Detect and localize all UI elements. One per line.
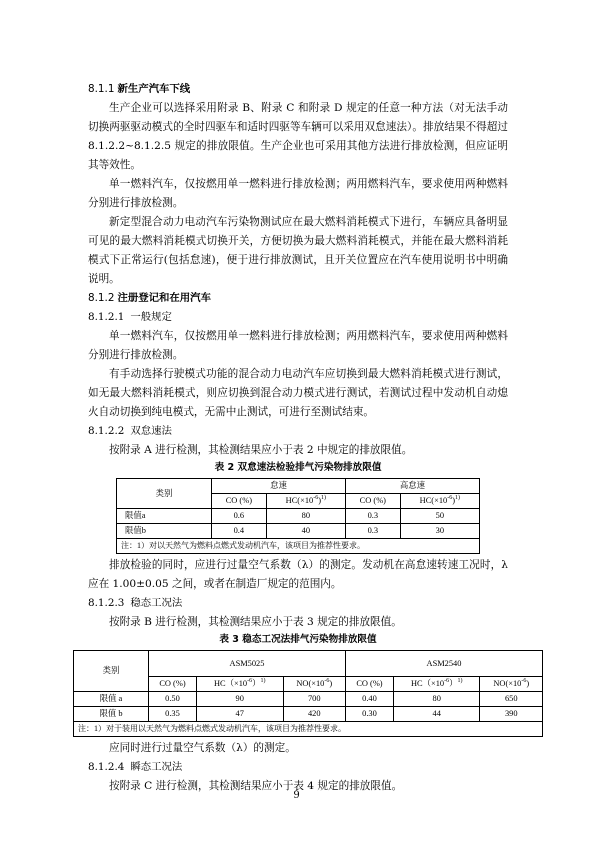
- table-row: [117, 524, 480, 539]
- subsection-title: 稳态工况法: [130, 597, 183, 609]
- header-text: HC(×10: [285, 496, 314, 505]
- table-header-no: [283, 677, 345, 692]
- table-header-co: CO (%): [345, 494, 400, 509]
- table-header-hc: [393, 677, 480, 692]
- table-cell: 0.40: [345, 692, 393, 707]
- exponent: -6: [313, 495, 319, 502]
- subsection-title: 双怠速法: [130, 425, 172, 437]
- footnote-mark: 1): [260, 678, 266, 685]
- exponent: -6: [247, 678, 253, 685]
- table-header-group: 怠速: [212, 479, 346, 494]
- subsection-number: 8.1.2.4: [88, 761, 125, 773]
- footnote-mark: 1): [455, 495, 460, 502]
- paragraph: 按附录 B 进行检测，其检测结果应小于表 3 规定的排放限值。: [109, 616, 402, 628]
- table-cell: 650: [480, 692, 543, 707]
- exponent: -6: [444, 678, 450, 685]
- exponent: -6: [324, 678, 330, 685]
- header-text: ): [329, 679, 333, 688]
- header-text: NO(×10: [296, 679, 325, 688]
- table-header-no: [480, 677, 543, 692]
- table-cell: 40: [266, 524, 345, 539]
- table-header-hc: [196, 677, 283, 692]
- table-3-caption: 表 3 稳态工况法排气污染物排放限值: [219, 634, 377, 645]
- table-header-group: ASM2540: [345, 651, 542, 677]
- section-title: 注册登记和在用汽车: [117, 292, 211, 304]
- subsection-number: 8.1.2.1: [88, 311, 125, 323]
- header-text: ）: [449, 679, 458, 688]
- subsection-title: 一般规定: [130, 311, 172, 323]
- table-cell: 0.50: [149, 692, 197, 707]
- table-header-group: 高怠速: [345, 479, 479, 494]
- table-cell: 90: [196, 692, 283, 707]
- subsection-heading-8-1-2-1: [88, 308, 508, 327]
- exponent: -6: [447, 495, 453, 502]
- page-content: [78, 80, 530, 796]
- subsection-heading-8-1-2-2: [88, 422, 508, 441]
- table-cell: 0.3: [345, 509, 400, 524]
- table-2-caption: 表 2 双怠速法检验排气污染物排放限值: [214, 462, 382, 473]
- exponent: -6: [521, 678, 527, 685]
- paragraph: 按附录 A 进行检测，其检测结果应小于表 2 中规定的排放限值。: [109, 444, 413, 456]
- header-text: ）: [252, 679, 261, 688]
- section-heading-8-1-2: [88, 289, 508, 308]
- header-text: ): [452, 496, 455, 505]
- table-cell: 44: [393, 707, 480, 722]
- table-cell: 0.3: [345, 524, 400, 539]
- table-cell: 80: [393, 692, 480, 707]
- footnote-mark: 1): [457, 678, 463, 685]
- paragraph: 排放检验的同时，应进行过量空气系数（λ）的测定。发动机在高怠速转速工况时，λ应在 1.00±0.05 之间，或者在制造厂规定的范围内。: [88, 559, 508, 590]
- subsection-heading-8-1-2-4: [88, 758, 508, 777]
- paragraph: 新定型混合动力电动汽车污染物测试应在最大燃料消耗模式下进行，车辆应具备明显可见的最大燃料消耗模式切换开关，方便切换为最大燃料消耗模式，并能在最大燃料消耗模式下正常运行(包括怠速)，便于进行排放测试，且开关位置应在汽车使用说明书中明确说明。: [88, 216, 508, 285]
- table-header-category: 类别: [117, 479, 212, 509]
- table-cell: 0.35: [149, 707, 197, 722]
- header-text: HC（×10: [213, 679, 248, 688]
- paragraph: 按附录 C 进行检测，其检测结果应小于表 4 规定的排放限值。: [109, 780, 403, 792]
- subsection-title: 瞬态工况法: [130, 761, 183, 773]
- table-cell: 47: [196, 707, 283, 722]
- header-text: ): [318, 496, 321, 505]
- table-note: 注：1）对于装用以天然气为燃料点燃式发动机汽车，该项目为推荐性要求。: [74, 722, 543, 737]
- table-cell: 0.30: [345, 707, 393, 722]
- table-header-hc: [266, 494, 345, 509]
- paragraph: 生产企业可以选择采用附录 B、附录 C 和附录 D 规定的任意一种方法（对无法手动切换两驱驱动模式的全时四驱车和适时四驱等车辆可以采用双怠速法）。排放结果不得超过 8.1.2.2~8.1.2.5 规定的排放限值。生产企业也可采用其他方法进行排放检测，但应证明其等效性。: [88, 102, 508, 171]
- table-cell: 30: [400, 524, 479, 539]
- table-header-co: CO (%): [212, 494, 267, 509]
- paragraph: 单一燃料汽车，仅按燃用单一燃料进行排放检测；两用燃料汽车，要求使用两种燃料分别进行排放检测。: [88, 330, 508, 361]
- section-heading-8-1-1: [88, 80, 508, 99]
- row-label: 限值a: [117, 509, 212, 524]
- table-header-category: 类别: [74, 651, 149, 692]
- table-header-hc: [400, 494, 479, 509]
- table-cell: 80: [266, 509, 345, 524]
- table-cell: 420: [283, 707, 345, 722]
- table-cell: 390: [480, 707, 543, 722]
- table-3: [73, 650, 543, 737]
- page-number: 9: [293, 790, 300, 801]
- section-number: 8.1.2: [88, 292, 115, 304]
- header-text: HC（×10: [410, 679, 445, 688]
- table-cell: 0.6: [212, 509, 267, 524]
- subsection-number: 8.1.2.2: [88, 425, 125, 437]
- subsection-number: 8.1.2.3: [88, 597, 125, 609]
- section-number: 8.1.1: [88, 83, 115, 95]
- table-header-co: CO (%): [345, 677, 393, 692]
- header-text: NO(×10: [493, 679, 522, 688]
- header-text: ): [526, 679, 530, 688]
- row-label: 限值 a: [74, 692, 149, 707]
- paragraph: 有手动选择行驶模式功能的混合动力电动汽车应切换到最大燃料消耗模式进行测试，如无最大燃料消耗模式，则应切换到混合动力模式进行测试，若测试过程中发动机自动熄火自动切换到纯电模式，无需中止测试，可进行至测试结束。: [88, 368, 508, 418]
- table-2: [116, 478, 480, 554]
- footnote-mark: 1): [321, 495, 326, 502]
- row-label: 限值 b: [74, 707, 149, 722]
- paragraph: 单一燃料汽车，仅按燃用单一燃料进行排放检测；两用燃料汽车，要求使用两种燃料分别进行排放检测。: [88, 178, 508, 209]
- table-row: [117, 509, 480, 524]
- table-cell: 0.4: [212, 524, 267, 539]
- table-cell: 50: [400, 509, 479, 524]
- table-note: 注：1）对以天然气为燃料点燃式发动机汽车，该项目为推荐性要求。: [117, 539, 480, 554]
- header-text: HC(×10: [419, 496, 448, 505]
- table-header-co: CO (%): [149, 677, 197, 692]
- row-label: 限值b: [117, 524, 212, 539]
- table-row: [74, 707, 543, 722]
- table-header-group: ASM5025: [149, 651, 346, 677]
- section-title: 新生产汽车下线: [117, 83, 191, 95]
- table-row: [74, 692, 543, 707]
- subsection-heading-8-1-2-3: [88, 594, 508, 613]
- table-cell: 700: [283, 692, 345, 707]
- paragraph: 应同时进行过量空气系数（λ）的测定。: [109, 742, 296, 754]
